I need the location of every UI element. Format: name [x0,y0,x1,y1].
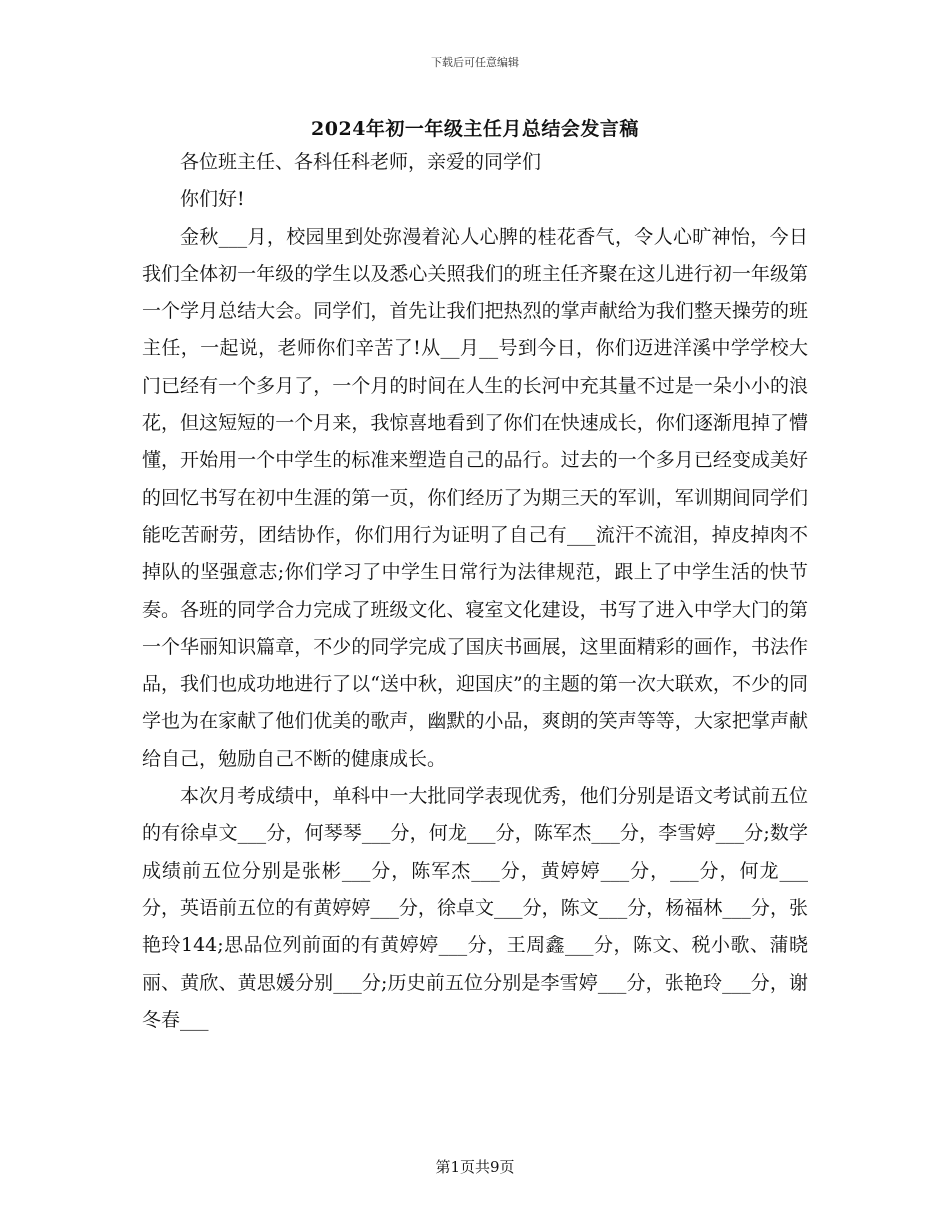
document-body [142,144,808,1039]
paragraph: 金秋___月，校园里到处弥漫着沁人心脾的桂花香气，令人心旷神怡，今日我们全体初一年级的学生以及悉心关照我们的班主任齐聚在这儿进行初一年级第一个学月总结大会。同学们，首先让我们把热烈的掌声献给为我们整天操劳的班主任，一起说，老师你们辛苦了!从__月__号到今日，你们迈进洋溪中学学校大门已经有一个多月了，一个月的时间在人生的长河中充其量不过是一朵小小的浪花，但这短短的一个月来，我惊喜地看到了你们在快速成长，你们逐渐甩掉了懵懂，开始用一个中学生的标准来塑造自己的品行。过去的一个多月已经变成美好的回忆书写在初中生涯的第一页，你们经历了为期三天的军训，军训期间同学们能吃苦耐劳，团结协作，你们用行为证明了自己有___流汗不流泪，掉皮掉肉不掉队的坚强意志;你们学习了中学生日常行为法律规范，跟上了中学生活的快节奏。各班的同学合力完成了班级文化、寝室文化建设，书写了进入中学大门的第一个华丽知识篇章，不少的同学完成了国庆书画展，这里面精彩的画作，书法作品，我们也成功地进行了以“送中秋，迎国庆”的主题的第一次大联欢，不少的同学也为在家献了他们优美的歌声，幽默的小品，爽朗的笑声等等，大家把掌声献给自己，勉励自己不断的健康成长。 [142,225,808,770]
paragraph: 本次月考成绩中，单科中一大批同学表现优秀，他们分别是语文考试前五位的有徐卓文___分，何琴琴___分，何龙___分，陈军杰___分，李雪婷___分;数学成绩前五位分别是张彬___分，陈军杰___分，黄婷婷___分，___分，何龙___分，英语前五位的有黄婷婷___分，徐卓文___分，陈文___分，杨福林___分，张艳玲144;思品位列前面的有黄婷婷___分，王周鑫___分，陈文、税小歌、蒲晓丽、黄欣、黄思媛分别___分;历史前五位分别是李雪婷___分，张艳玲___分，谢冬春___ [142,785,808,1031]
document-title: 2024年初一年级主任月总结会发言稿 [311,118,639,140]
page-number: 第1页共9页 [435,1158,515,1176]
header-note: 下载后可任意编辑 [431,56,519,69]
salutation: 各位班主任、各科任科老师，亲爱的同学们 [180,151,542,173]
greeting: 你们好! [180,188,245,211]
